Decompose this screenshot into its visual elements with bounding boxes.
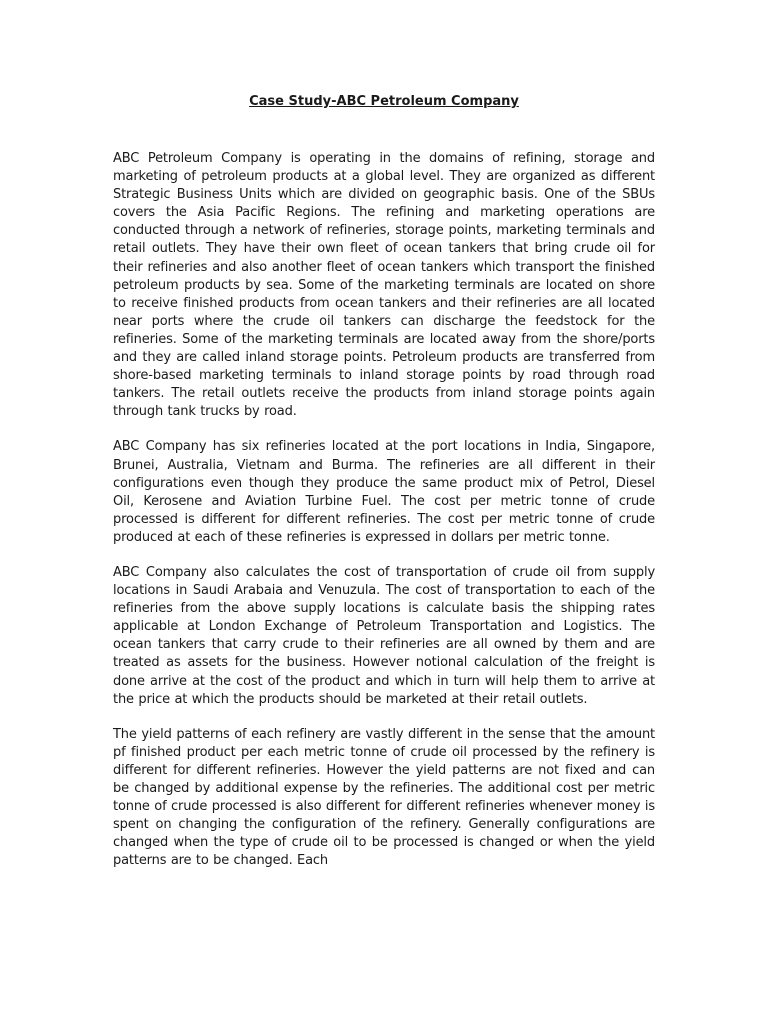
paragraph-refineries: ABC Company has six refineries located at the port locations in India, Singapore, Brunei, Australia, Vietnam and Burma. The refineries are all different in their configurations even though they produce the same product mix of Petrol, Diesel Oil, Kerosene and Aviation Turbine Fuel. The cost per metric tonne of crude processed is different for different refineries. The cost per metric tonne of crude produced at each of these refineries is expressed in dollars per metric tonne. <box>113 439 655 545</box>
document-title: Case Study-ABC Petroleum Company <box>249 94 519 109</box>
document-page <box>113 92 655 887</box>
paragraph-transportation: ABC Company also calculates the cost of transportation of crude oil from supply locations in Saudi Arabaia and Venuzula. The cost of transportation to each of the refineries from the above supply locations is calculate basis the shipping rates applicable at London Exchange of Petroleum Transportation and Logistics. The ocean tankers that carry crude to their refineries are all owned by them and are treated as assets for the business. However notional calculation of the freight is done arrive at the cost of the product and which in turn will help them to arrive at the price at which the products should be marketed at their retail outlets. <box>113 564 655 707</box>
paragraph-overview: ABC Petroleum Company is operating in the domains of refining, storage and marketing of petroleum products at a global level. They are organized as different Strategic Business Units which are divided on geographic basis. One of the SBUs covers the Asia Pacific Regions. The refining and marketing operations are conducted through a network of refineries, storage points, marketing terminals and retail outlets. They have their own fleet of ocean tankers that bring crude oil for their refineries and also another fleet of ocean tankers which transport the finished petroleum products by sea. Some of the marketing terminals are located on shore to receive finished products from ocean tankers and their refineries are all located near ports where the crude oil tankers can discharge the feedstock for the refineries. Some of the marketing terminals are located away from the shore/ports and they are called inland storage points. Petroleum products are transferred from shore-based marketing terminals to inland storage points by road through road tankers. The retail outlets receive the products from inland storage points again through tank trucks by road. <box>113 151 655 420</box>
paragraph-yield-patterns: The yield patterns of each refinery are vastly different in the sense that the amount pf finished product per each metric tonne of crude oil processed by the refinery is different for different refineries. However the yield patterns are not fixed and can be changed by additional expense by the refineries. The additional cost per metric tonne of crude processed is also different for different refineries whenever money is spent on changing the configuration of the refinery. Generally configurations are changed when the type of crude oil to be processed is changed or when the yield patterns are to be changed. Each <box>113 726 655 869</box>
